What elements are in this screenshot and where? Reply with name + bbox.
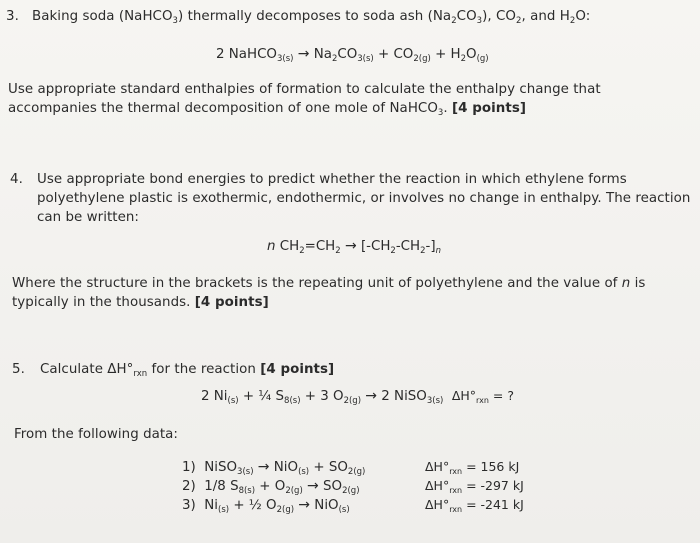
q5-data-row-1-enthalpy: $\Delta H^\circ_{rxn} = 156$ kJ: [425, 459, 520, 476]
q4-polymerization-equation: n $CH_2=CH_2 \to [-CH_2-CH_2-]_n$: [267, 238, 441, 256]
q5-data-row-3: 3) $Ni_{(s)}$ + ½ $O_{2(g)} \to NiO_{(s)}$: [182, 497, 350, 515]
reaction-arrow-icon: →: [257, 459, 270, 475]
reaction-arrow-icon: →: [298, 497, 311, 513]
q5-data-row-3-enthalpy: $\Delta H^\circ_{rxn} = -241$ kJ: [425, 497, 524, 514]
reaction-arrow-icon: →: [365, 388, 378, 404]
q5-prompt: Calculate $\Delta H^\circ_{rxn}$ for the reaction [4 points]: [40, 362, 335, 379]
q5-data-row-2: 2) 1/8 $S_{8(s)} + O_{2(g)} \to SO_{2(g)}$: [182, 478, 360, 496]
q3-points: [4 points]: [452, 101, 527, 116]
q4-prompt-line1: Use appropriate bond energies to predict whether the reaction in which ethylene forms: [37, 172, 627, 187]
q3-body-line1: Use appropriate standard enthalpies of formation to calculate the enthalpy change that: [8, 82, 601, 97]
q5-number: 5.: [12, 362, 25, 377]
q5-from-data-label: From the following data:: [14, 427, 178, 442]
reaction-arrow-icon: →: [344, 238, 357, 254]
q3-body-line2: accompanies the thermal decomposition of one mole of NaHCO$_3$. [4 points]: [8, 101, 527, 118]
q4-where-line1: Where the structure in the brackets is the repeating unit of polyethylene and the value of n is: [12, 276, 646, 291]
q4-points: [4 points]: [194, 295, 269, 310]
q5-data-row-1: 1) NiSO$_{3(s)}$ → $NiO_{(s)} + SO_{2(g)}$: [182, 459, 366, 477]
q3-reaction-equation: 2 NaHCO$_{3(s)}$ → $Na_2CO_{3(s)} + CO_{2(g)} + H_2O_{(g)}$: [216, 46, 489, 64]
reaction-arrow-icon: →: [307, 478, 319, 494]
q5-data-row-2-enthalpy: $\Delta H^\circ_{rxn} = -297$ kJ: [425, 478, 524, 495]
q4-number: 4.: [10, 172, 23, 187]
q3-prompt-line1: Baking soda (NaHCO$_3$) thermally decomposes to soda ash $(Na_2CO_3)$, $CO_2$, and $H_2O$:: [32, 9, 591, 26]
q4-prompt-line3: can be written:: [37, 210, 139, 225]
q4-prompt-line2: polyethylene plastic is exothermic, endothermic, or involves no change in enthalpy. The reaction: [37, 191, 691, 206]
q4-where-line2: typically in the thousands. [4 points]: [12, 295, 269, 310]
reaction-arrow-icon: →: [297, 46, 310, 62]
q3-number: 3.: [6, 9, 19, 24]
q5-target-reaction: 2 $Ni_{(s)}$ + ¼ $S_{8(s)} + 3$ $O_{2(g)} \to 2$ NiSO$_{3(s)}$ $\Delta H^\circ_{rxn}$ = ?: [201, 388, 514, 406]
q5-points: [4 points]: [260, 362, 335, 377]
